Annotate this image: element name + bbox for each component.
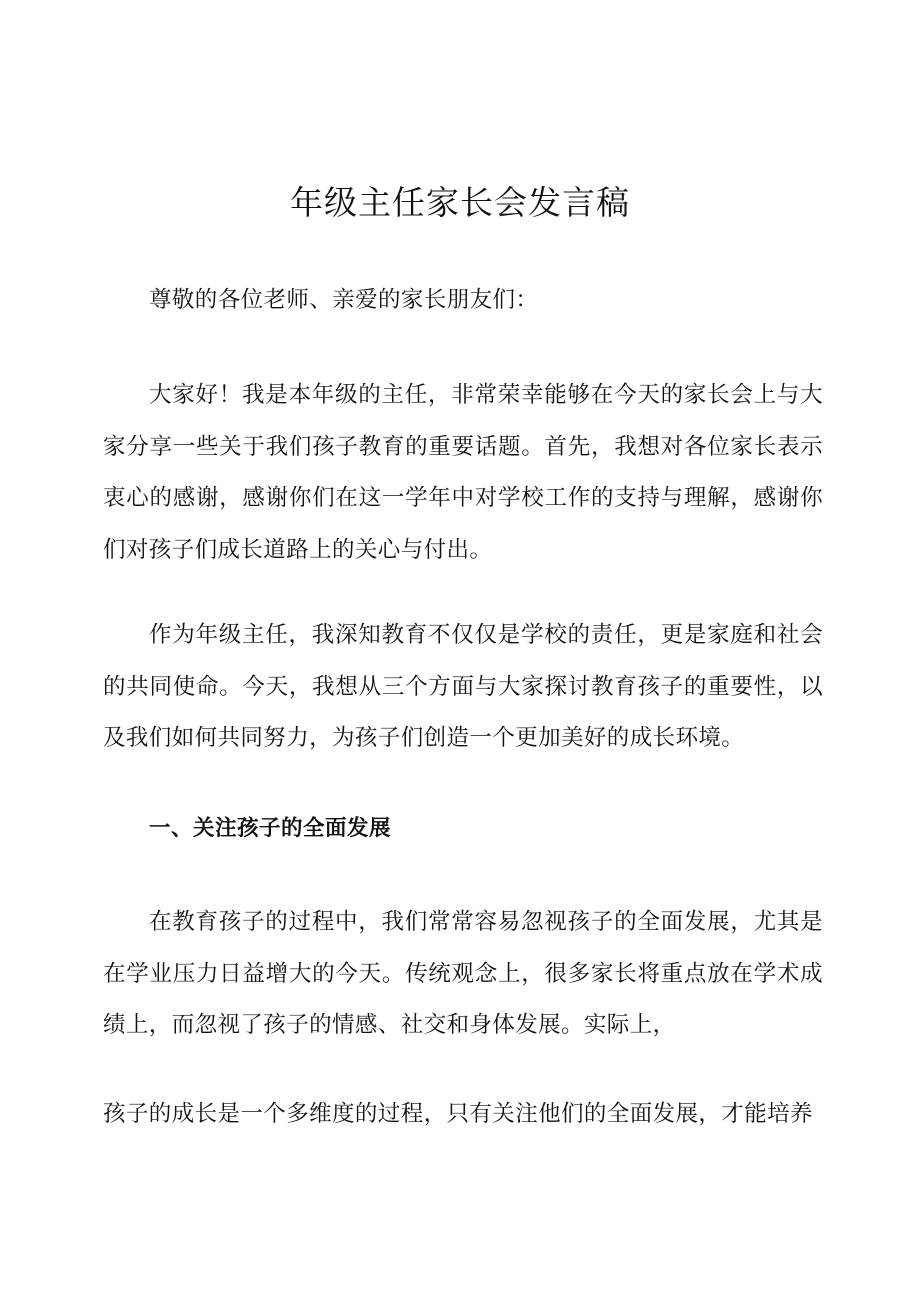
document-title: 年级主任家长会发言稿 [290, 183, 630, 222]
intro-paragraph: 大家好！我是本年级的主任，非常荣幸能够在今天的家长会上与大家分享一些关于我们孩子教育的重要话题。首先，我想对各位家长表示衷心的感谢，感谢你们在这一学年中对学校工作的支持与理解，感谢你们对孩子们成长道路上的关心与付出。 [103, 382, 823, 563]
mission-paragraph: 作为年级主任，我深知教育不仅仅是学校的责任，更是家庭和社会的共同使命。今天，我想从三个方面与大家探讨教育孩子的重要性，以及我们如何共同努力，为孩子们创造一个更加美好的成长环境。 [103, 622, 823, 751]
greeting-paragraph: 尊敬的各位老师、亲爱的家长朋友们： [149, 287, 539, 313]
section1-paragraph: 在教育孩子的过程中，我们常常容易忽视孩子的全面发展，尤其是在学业压力日益增大的今天。传统观念上，很多家长将重点放在学术成绩上，而忽视了孩子的情感、社交和身体发展。实际上， [103, 909, 823, 1038]
section-heading-1: 一、关注孩子的全面发展 [149, 816, 392, 841]
section1-continuation: 孩子的成长是一个多维度的过程，只有关注他们的全面发展，才能培养 [103, 1101, 813, 1127]
